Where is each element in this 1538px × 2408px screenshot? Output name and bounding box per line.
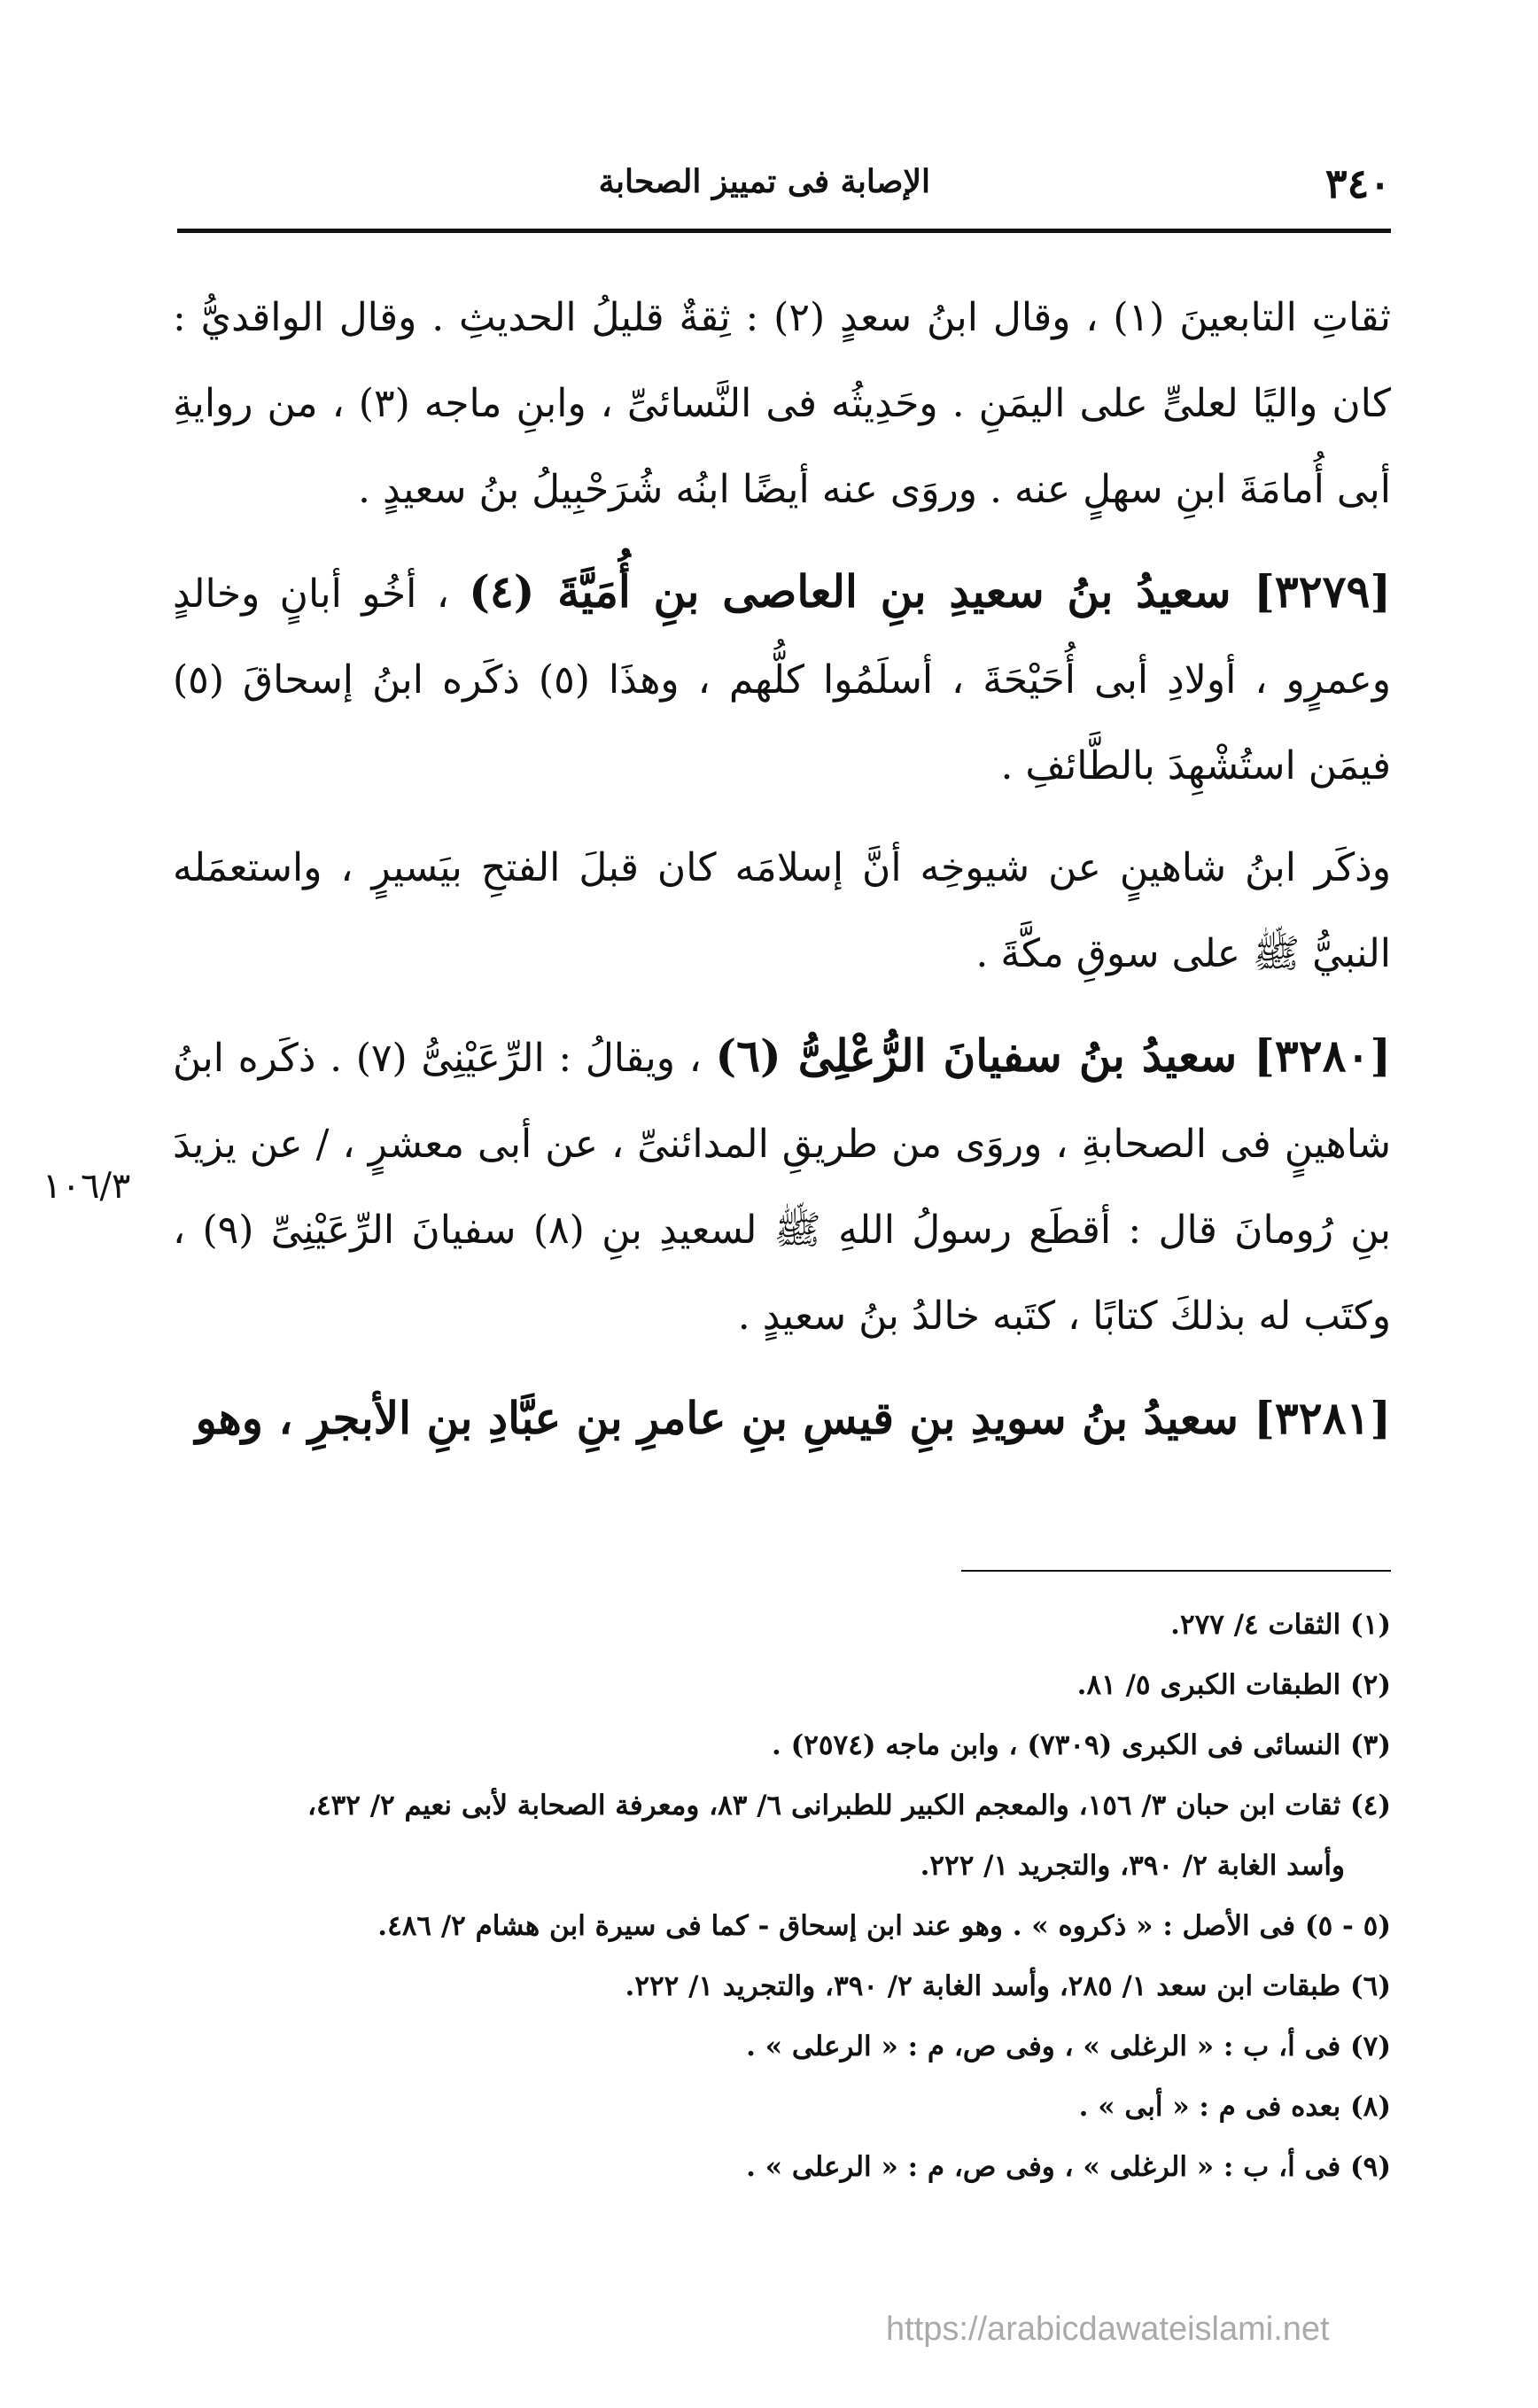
entry-3281 bbox=[173, 1375, 1391, 1464]
margin-volume-page-note: ١٠٦/٣ bbox=[43, 1166, 131, 1207]
entry-3280-heading: [٣٢٨٠] سعيدُ بنُ سفيانَ الرُّعْلِىُّ (٦) bbox=[715, 1029, 1392, 1082]
footnote-7: (٧) فى أ، ب : « الرغلى » ، وفى ص، م : « الرعلى » . bbox=[746, 2031, 1391, 2062]
page-header bbox=[177, 151, 1391, 221]
main-text bbox=[173, 275, 1391, 1480]
footnote-4: (٤) ثقات ابن حبان ٣/ ١٥٦، والمعجم الكبير للطبرانى ٦/ ٨٣، ومعرفة الصحابة لأبى نعيم ٢/ ٤٣٢، bbox=[307, 1790, 1391, 1822]
footnote-3: (٣) النسائى فى الكبرى (٧٣٠٩) ، وابن ماجه (٢٥٧٤) . bbox=[771, 1729, 1391, 1761]
header-rule bbox=[177, 229, 1391, 233]
footnote-rule bbox=[961, 1570, 1391, 1572]
footnote-4-continued: وأسد الغابة ٢/ ٣٩٠، والتجريد ١/ ٢٢٢. bbox=[920, 1850, 1345, 1882]
running-title: الإصابة فى تمييز الصحابة bbox=[598, 163, 930, 200]
paragraph-3: وذكَر ابنُ شاهينٍ عن شيوخِه أنَّ إسلامَه كان قبلَ الفتحِ بيَسيرٍ ، واستعمَله النبيُّ ﷺ على سوقِ مكَّةَ . bbox=[173, 845, 1391, 976]
watermark-url: https://arabicdawateislami.net bbox=[886, 2311, 1330, 2348]
footnote-6: (٦) طبقات ابن سعد ١/ ٢٨٥، وأسد الغابة ٢/ ٣٩٠، والتجريد ١/ ٢٢٢. bbox=[625, 1970, 1391, 2002]
footnote-1: (١) الثقات ٤/ ٢٧٧. bbox=[1170, 1609, 1391, 1641]
footnote-8: (٨) بعده فى م : « أبى » . bbox=[1078, 2091, 1391, 2123]
footnote-9: (٩) فى أ، ب : « الرغلى » ، وفى ص، م : « الرعلى » . bbox=[746, 2151, 1391, 2183]
entry-3280-text: ، ويقالُ : الرِّعَيْنِىُّ (٧) . ذكَره ابنُ شاهينٍ فى الصحابةِ ، وروَى من طريقِ المدائنىِّ ، عن أبى معشرٍ ، / عن يزيدَ بنِ رُومانَ قال : أقطَع رسولُ اللهِ ﷺ لسعيدِ بنِ (٨) سفيانَ الرِّعَيْنِىِّ (٩) ، وكتَب له بذلكَ كتابًا ، كتَبه خالدُ بنُ سعيدٍ . bbox=[173, 1036, 1391, 1339]
entry-3281-heading: [٣٢٨١] سعيدُ بنُ سويدِ بنِ قيسِ بنِ عامرِ بنِ عبَّادِ بنِ الأبجرِ ، وهو bbox=[195, 1392, 1391, 1444]
footnotes bbox=[177, 1595, 1391, 2197]
entry-3280 bbox=[173, 1013, 1391, 1359]
entry-3279-heading: [٣٢٧٩] سعيدُ بنُ سعيدِ بنِ العاصى بنِ أُمَيَّةَ (٤) bbox=[469, 565, 1391, 618]
footnote-2: (٢) الطبقات الكبرى ٥/ ٨١. bbox=[1076, 1669, 1391, 1701]
entry-3279 bbox=[173, 548, 1391, 809]
page-number: ٣٤٠ bbox=[1324, 159, 1391, 207]
footnote-5: (٥ - ٥) فى الأصل : « ذكروه » . وهو عند ابن إسحاق - كما فى سيرة ابن هشام ٢/ ٤٨٦. bbox=[377, 1910, 1391, 1942]
entry-3279-text: ، أخُو أبانٍ وخالدٍ وعمرٍو ، أولادِ أبى أُحَيْحَةَ ، أسلَمُوا كلُّهم ، وهذَا (٥) ذكَره ابنُ إسحاقَ (٥) فيمَن استُشْهِدَ بالطَّائفِ . bbox=[173, 571, 1391, 788]
paragraph-1: ثقاتِ التابعينَ (١) ، وقال ابنُ سعدٍ (٢) : ثِقةٌ قليلُ الحديثِ . وقال الواقديُّ : كان واليًا لعلىٍّ على اليمَنِ . وحَدِيثُه فى النَّسائىِّ ، وابنِ ماجه (٣) ، من روايةِ أبى أُمامَةَ ابنِ سهلٍ عنه . وروَى عنه أيضًا ابنُه شُرَحْبِيلُ بنُ سعيدٍ . bbox=[173, 295, 1392, 512]
